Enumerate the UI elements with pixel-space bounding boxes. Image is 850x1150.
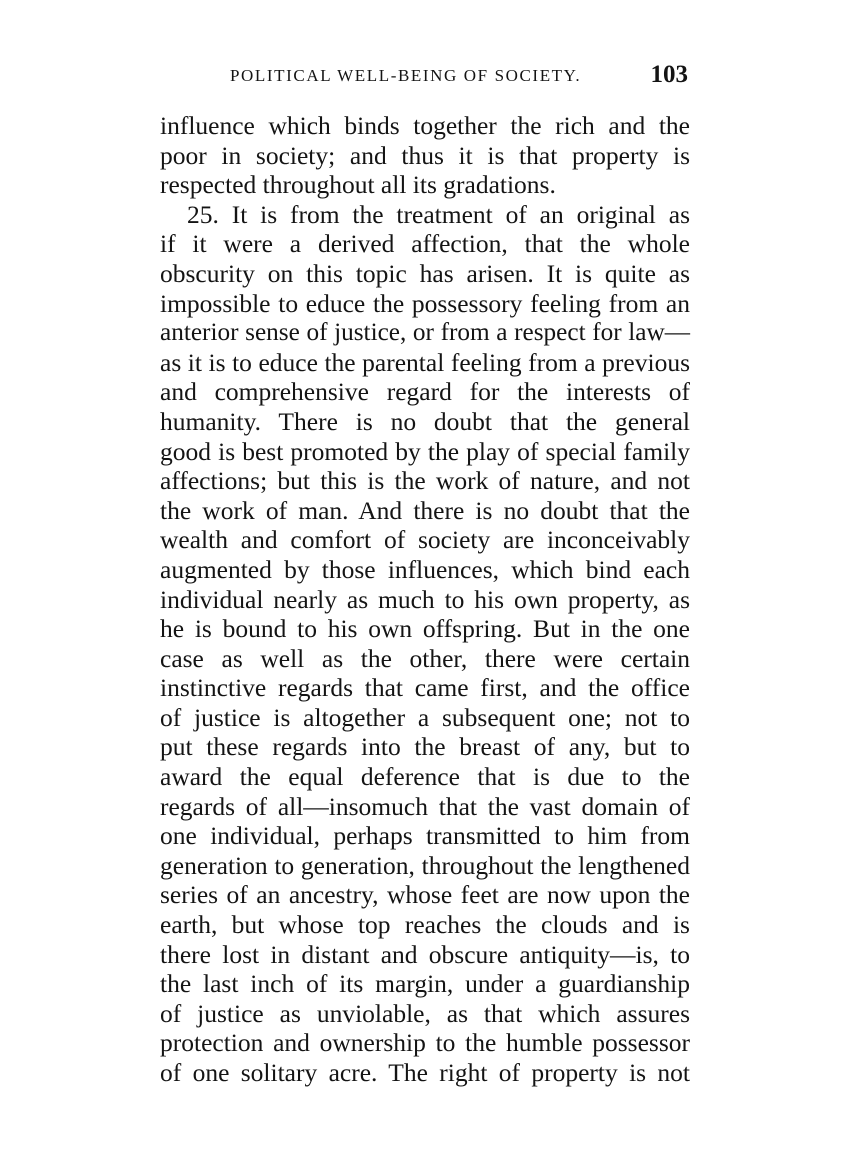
text-line: award the equal deference that is due to the: [160, 762, 690, 792]
text-line: obscurity on this topic has arisen. It is quite as: [160, 258, 690, 288]
text-line: earth, but whose top reaches the clouds and is: [160, 910, 690, 940]
text-line: of justice is altogether a subsequent one; not to: [160, 702, 690, 732]
text-line: 25. It is from the treatment of an original as: [187, 199, 690, 229]
text-line: humanity. There is no doubt that the general: [160, 406, 690, 436]
text-line: poor in society; and thus it is that property is: [160, 140, 690, 170]
text-line: generation to generation, throughout the lengthened: [160, 850, 690, 880]
text-line: he is bound to his own offspring. But in the one: [160, 614, 690, 644]
text-line: the last inch of its margin, under a guardianship: [160, 969, 690, 999]
text-line: there lost in distant and obscure antiquity—is, to: [160, 939, 690, 969]
text-line: if it were a derived affection, that the whole: [160, 229, 690, 259]
text-line: case as well as the other, there were certain: [160, 643, 690, 673]
text-line: the work of man. And there is no doubt that the: [160, 495, 690, 525]
text-line: good is best promoted by the play of special family: [160, 436, 690, 466]
text-line: put these regards into the breast of any, but to: [160, 732, 690, 762]
body-text: [160, 111, 690, 1088]
text-line: affections; but this is the work of nature, and not: [160, 466, 690, 496]
text-line: respected throughout all its gradations.: [160, 170, 556, 200]
text-line: instinctive regards that came first, and the office: [160, 673, 690, 703]
running-title: POLITICAL WELL-BEING OF SOCIETY.: [230, 66, 582, 85]
text-line: as it is to educe the parental feeling from a previous: [160, 347, 690, 377]
page-number: 103: [650, 61, 688, 88]
text-line: individual nearly as much to his own property, as: [160, 584, 690, 614]
text-line: of one solitary acre. The right of property is not: [160, 1058, 690, 1087]
text-line: augmented by those influences, which bind each: [160, 554, 690, 584]
text-line: series of an ancestry, whose feet are now upon the: [160, 880, 690, 910]
text-line: and comprehensive regard for the interests of: [160, 377, 690, 407]
text-line: wealth and comfort of society are inconceivably: [160, 525, 690, 555]
text-line: impossible to educe the possessory feeling from an: [160, 288, 690, 318]
text-line: of justice as unviolable, as that which assures: [160, 998, 690, 1028]
running-head: [160, 62, 690, 92]
text-line: regards of all—insomuch that the vast domain of: [160, 791, 690, 821]
text-line: anterior sense of justice, or from a respect for law—: [160, 318, 690, 347]
text-line: protection and ownership to the humble possessor: [160, 1028, 690, 1058]
text-line: influence which binds together the rich and the: [160, 111, 690, 140]
text-line: one individual, perhaps transmitted to him from: [160, 821, 690, 851]
